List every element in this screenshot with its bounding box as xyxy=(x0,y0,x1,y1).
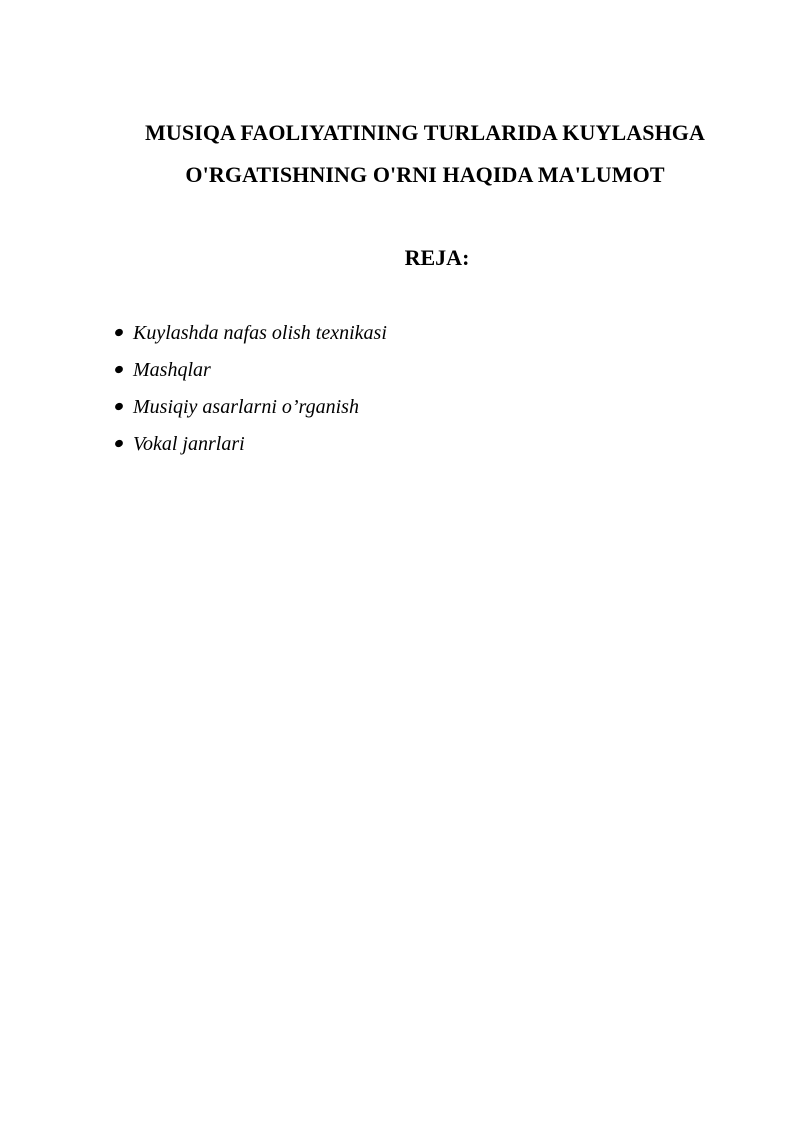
document-title xyxy=(100,112,750,196)
document-title-line-1: MUSIQA FAOLIYATINING TURLARIDA KUYLASHGA xyxy=(144,120,705,145)
plan-heading-colon: : xyxy=(462,245,470,270)
bullet-icon xyxy=(114,439,124,449)
bullet-icon xyxy=(114,365,124,375)
plan-item-text: Musiqiy asarlarni o’rganish xyxy=(133,396,359,418)
bullet-icon xyxy=(114,402,124,412)
plan-heading xyxy=(0,242,800,274)
plan-item-text: Vokal janrlari xyxy=(133,433,245,455)
document-title-line-2: O'RGATISHNING O'RNI HAQIDA MA'LUMOT xyxy=(185,162,665,187)
plan-item-text: Kuylashda nafas olish texnikasi xyxy=(133,322,387,344)
bullet-icon xyxy=(114,328,124,338)
plan-item-text: Mashqlar xyxy=(133,359,211,381)
plan-heading-label: REJA xyxy=(404,245,463,270)
